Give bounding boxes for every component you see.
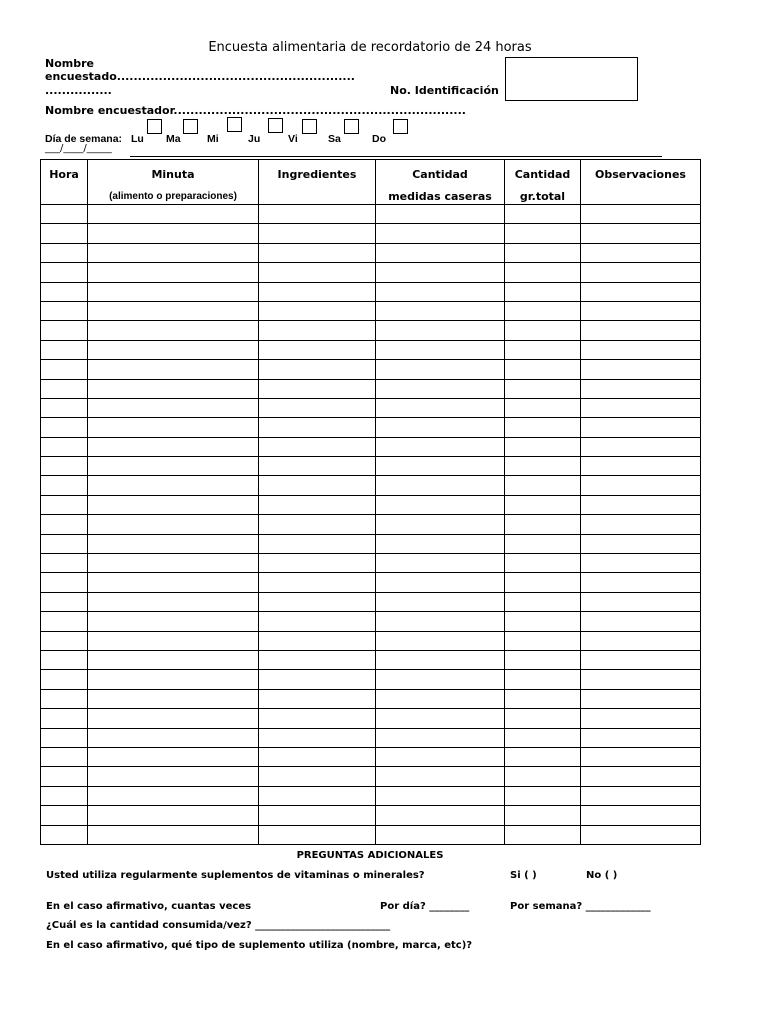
table-cell[interactable] — [88, 631, 259, 650]
question-cuantas-veces: En el caso afirmativo, cuantas veces — [46, 901, 252, 912]
table-cell[interactable] — [259, 398, 376, 417]
table-cell[interactable] — [581, 476, 701, 495]
table-cell[interactable] — [505, 631, 581, 650]
table-cell[interactable] — [88, 767, 259, 786]
table-cell[interactable] — [41, 437, 88, 456]
table-cell[interactable] — [376, 379, 505, 398]
table-cell[interactable] — [41, 340, 88, 359]
table-cell[interactable] — [505, 612, 581, 631]
table-cell[interactable] — [505, 282, 581, 301]
table-cell[interactable] — [259, 515, 376, 534]
table-cell[interactable] — [505, 263, 581, 282]
table-cell[interactable] — [376, 592, 505, 611]
table-row — [41, 728, 701, 747]
table-cell[interactable] — [505, 786, 581, 805]
table-cell[interactable] — [41, 612, 88, 631]
table-cell[interactable] — [88, 301, 259, 320]
table-cell[interactable] — [581, 709, 701, 728]
table-cell[interactable] — [88, 573, 259, 592]
table-cell[interactable] — [581, 689, 701, 708]
table-cell[interactable] — [41, 205, 88, 224]
table-row — [41, 670, 701, 689]
table-cell[interactable] — [259, 534, 376, 553]
table-cell[interactable] — [581, 592, 701, 611]
table-cell[interactable] — [581, 825, 701, 844]
table-cell[interactable] — [581, 360, 701, 379]
table-row — [41, 689, 701, 708]
table-cell[interactable] — [505, 767, 581, 786]
table-cell[interactable] — [259, 301, 376, 320]
table-cell[interactable] — [41, 728, 88, 747]
table-cell[interactable] — [376, 534, 505, 553]
table-cell[interactable] — [88, 457, 259, 476]
table-cell[interactable] — [88, 224, 259, 243]
day-sa-checkbox[interactable] — [344, 119, 359, 134]
table-cell[interactable] — [88, 205, 259, 224]
table-row — [41, 243, 701, 262]
header-divider — [130, 156, 662, 157]
day-ma-checkbox[interactable] — [183, 119, 198, 134]
table-cell[interactable] — [41, 747, 88, 766]
table-cell[interactable] — [41, 554, 88, 573]
question-suplementos: Usted utiliza regularmente suplementos de vitaminas o minerales? — [46, 870, 425, 881]
table-cell[interactable] — [41, 224, 88, 243]
table-cell[interactable] — [376, 321, 505, 340]
table-cell[interactable] — [376, 495, 505, 514]
table-cell[interactable] — [505, 301, 581, 320]
table-cell[interactable] — [259, 689, 376, 708]
answer-si[interactable]: Si ( ) — [510, 870, 537, 881]
table-cell[interactable] — [259, 670, 376, 689]
table-cell[interactable] — [259, 360, 376, 379]
table-cell[interactable] — [376, 437, 505, 456]
table-cell[interactable] — [41, 806, 88, 825]
table-cell[interactable] — [41, 263, 88, 282]
dia-semana-label: Día de semana: — [45, 133, 123, 145]
table-cell[interactable] — [88, 243, 259, 262]
table-row — [41, 301, 701, 320]
table-cell[interactable] — [581, 728, 701, 747]
table-cell[interactable] — [581, 806, 701, 825]
table-row — [41, 282, 701, 301]
table-cell[interactable] — [88, 418, 259, 437]
table-cell[interactable] — [41, 534, 88, 553]
table-row — [41, 631, 701, 650]
table-cell[interactable] — [41, 767, 88, 786]
nombre-encuestado-dots: ................ — [45, 84, 112, 97]
table-cell[interactable] — [41, 457, 88, 476]
table-cell[interactable] — [505, 437, 581, 456]
table-cell[interactable] — [376, 515, 505, 534]
table-row — [41, 360, 701, 379]
table-row — [41, 534, 701, 553]
table-cell[interactable] — [41, 243, 88, 262]
table-row — [41, 825, 701, 844]
table-cell[interactable] — [505, 728, 581, 747]
column-header-hora: Hora — [41, 160, 88, 205]
table-row — [41, 437, 701, 456]
table-cell[interactable] — [581, 670, 701, 689]
table-cell[interactable] — [505, 689, 581, 708]
table-cell[interactable] — [581, 418, 701, 437]
column-header-minuta: Minuta (alimento o preparaciones) — [88, 160, 259, 205]
table-cell[interactable] — [88, 747, 259, 766]
table-cell[interactable] — [581, 457, 701, 476]
column-header-observaciones: Observaciones — [581, 160, 701, 205]
table-row — [41, 554, 701, 573]
table-cell[interactable] — [259, 282, 376, 301]
table-cell[interactable] — [581, 747, 701, 766]
table-row — [41, 709, 701, 728]
table-cell[interactable] — [376, 573, 505, 592]
table-cell[interactable] — [581, 340, 701, 359]
table-cell[interactable] — [88, 476, 259, 495]
table-cell[interactable] — [259, 709, 376, 728]
table-cell[interactable] — [88, 709, 259, 728]
table-cell[interactable] — [259, 631, 376, 650]
day-sa: Sa — [328, 133, 341, 145]
table-cell[interactable] — [41, 321, 88, 340]
table-cell[interactable] — [505, 340, 581, 359]
table-cell[interactable] — [88, 670, 259, 689]
nombre-encuestador-label: Nombre encuestador...................................................................... — [45, 104, 466, 117]
table-cell[interactable] — [581, 437, 701, 456]
day-mi-checkbox[interactable] — [227, 117, 242, 132]
table-cell[interactable] — [376, 554, 505, 573]
table-cell[interactable] — [581, 263, 701, 282]
table-cell[interactable] — [581, 650, 701, 669]
table-cell[interactable] — [376, 825, 505, 844]
table-row — [41, 476, 701, 495]
table-cell[interactable] — [259, 825, 376, 844]
table-cell[interactable] — [581, 534, 701, 553]
table-cell[interactable] — [41, 592, 88, 611]
table-cell[interactable] — [505, 573, 581, 592]
table-cell[interactable] — [88, 495, 259, 514]
table-cell[interactable] — [581, 495, 701, 514]
table-row — [41, 457, 701, 476]
table-row — [41, 321, 701, 340]
table-cell[interactable] — [505, 534, 581, 553]
table-cell[interactable] — [88, 437, 259, 456]
question-cantidad[interactable]: ¿Cuál es la cantidad consumida/vez? ___________________________ — [46, 920, 391, 931]
table-cell[interactable] — [88, 340, 259, 359]
table-cell[interactable] — [505, 476, 581, 495]
table-cell[interactable] — [505, 515, 581, 534]
day-vi: Vi — [288, 133, 298, 145]
table-cell[interactable] — [581, 573, 701, 592]
table-row — [41, 767, 701, 786]
table-row — [41, 806, 701, 825]
column-header-cantidad-medidas: Cantidad medidas caseras — [376, 160, 505, 205]
table-cell[interactable] — [259, 573, 376, 592]
identificacion-box[interactable] — [505, 57, 638, 101]
table-cell[interactable] — [376, 282, 505, 301]
table-row — [41, 495, 701, 514]
table-cell[interactable] — [376, 398, 505, 417]
table-cell[interactable] — [376, 806, 505, 825]
table-cell[interactable] — [376, 243, 505, 262]
table-cell[interactable] — [581, 612, 701, 631]
table-cell[interactable] — [505, 825, 581, 844]
table-cell[interactable] — [259, 806, 376, 825]
day-vi-checkbox[interactable] — [302, 119, 317, 134]
answer-no[interactable]: No ( ) — [586, 870, 618, 881]
table-cell[interactable] — [259, 767, 376, 786]
table-cell[interactable] — [41, 670, 88, 689]
table-cell[interactable] — [505, 495, 581, 514]
table-cell[interactable] — [88, 379, 259, 398]
table-cell[interactable] — [581, 631, 701, 650]
table-cell[interactable] — [259, 205, 376, 224]
table-cell[interactable] — [41, 418, 88, 437]
table-row — [41, 205, 701, 224]
table-cell[interactable] — [88, 398, 259, 417]
table-cell[interactable] — [505, 418, 581, 437]
table-cell[interactable] — [259, 340, 376, 359]
table-row — [41, 650, 701, 669]
table-cell[interactable] — [259, 554, 376, 573]
table-cell[interactable] — [581, 321, 701, 340]
table-cell[interactable] — [88, 515, 259, 534]
table-cell[interactable] — [505, 554, 581, 573]
table-cell[interactable] — [88, 554, 259, 573]
table-cell[interactable] — [581, 243, 701, 262]
table-row — [41, 515, 701, 534]
table-cell[interactable] — [259, 418, 376, 437]
table-cell[interactable] — [505, 806, 581, 825]
table-body — [41, 205, 701, 845]
day-do-checkbox[interactable] — [393, 119, 408, 134]
table-cell[interactable] — [376, 670, 505, 689]
table-row — [41, 747, 701, 766]
table-row — [41, 418, 701, 437]
table-cell[interactable] — [376, 689, 505, 708]
table-cell[interactable] — [505, 592, 581, 611]
column-header-cantidad-gr: Cantidad gr.total — [505, 160, 581, 205]
table-cell[interactable] — [376, 767, 505, 786]
day-do: Do — [372, 133, 386, 145]
table-cell[interactable] — [88, 825, 259, 844]
table-cell[interactable] — [88, 321, 259, 340]
table-cell[interactable] — [505, 321, 581, 340]
recall-table — [40, 159, 701, 845]
table-cell[interactable] — [41, 360, 88, 379]
table-cell[interactable] — [505, 243, 581, 262]
table-cell[interactable] — [376, 728, 505, 747]
nombre-encuestado-label: Nombre — [45, 57, 94, 70]
table-row — [41, 224, 701, 243]
table-cell[interactable] — [581, 282, 701, 301]
table-cell[interactable] — [505, 457, 581, 476]
table-cell[interactable] — [259, 321, 376, 340]
table-row — [41, 592, 701, 611]
day-mi: Mi — [207, 133, 219, 145]
table-cell[interactable] — [88, 282, 259, 301]
table-cell[interactable] — [505, 379, 581, 398]
table-cell[interactable] — [505, 747, 581, 766]
table-cell[interactable] — [41, 379, 88, 398]
table-cell[interactable] — [259, 476, 376, 495]
table-cell[interactable] — [259, 437, 376, 456]
table-cell[interactable] — [88, 592, 259, 611]
table-cell[interactable] — [259, 728, 376, 747]
table-cell[interactable] — [376, 301, 505, 320]
page-title: Encuesta alimentaria de recordatorio de 24 horas — [208, 40, 532, 55]
table-cell[interactable] — [41, 631, 88, 650]
table-cell[interactable] — [581, 767, 701, 786]
table-cell[interactable] — [41, 301, 88, 320]
table-cell[interactable] — [88, 786, 259, 805]
table-cell[interactable] — [505, 650, 581, 669]
table-cell[interactable] — [376, 476, 505, 495]
table-cell[interactable] — [259, 457, 376, 476]
table-cell[interactable] — [376, 224, 505, 243]
table-cell[interactable] — [376, 786, 505, 805]
table-row — [41, 379, 701, 398]
table-cell[interactable] — [41, 709, 88, 728]
table-cell[interactable] — [41, 786, 88, 805]
table-cell[interactable] — [41, 515, 88, 534]
table-cell[interactable] — [41, 650, 88, 669]
table-cell[interactable] — [41, 282, 88, 301]
table-cell[interactable] — [88, 806, 259, 825]
table-cell[interactable] — [88, 612, 259, 631]
table-cell[interactable] — [376, 709, 505, 728]
field-por-dia[interactable]: Por día? ________ — [380, 901, 470, 912]
field-por-semana[interactable]: Por semana? _____________ — [510, 901, 651, 912]
preguntas-heading: PREGUNTAS ADICIONALES — [296, 850, 444, 861]
day-ju-checkbox[interactable] — [268, 118, 283, 133]
table-cell[interactable] — [376, 205, 505, 224]
table-cell[interactable] — [581, 301, 701, 320]
table-cell[interactable] — [376, 360, 505, 379]
table-cell[interactable] — [259, 243, 376, 262]
table-row — [41, 786, 701, 805]
table-cell[interactable] — [88, 689, 259, 708]
table-cell[interactable] — [505, 398, 581, 417]
table-cell[interactable] — [376, 612, 505, 631]
table-row — [41, 263, 701, 282]
date-line: ___/____/_____ — [45, 143, 112, 154]
table-cell[interactable] — [505, 670, 581, 689]
table-cell[interactable] — [581, 554, 701, 573]
identificacion-label: No. Identificación — [390, 84, 499, 97]
table-cell[interactable] — [41, 825, 88, 844]
question-tipo-suplemento: En el caso afirmativo, qué tipo de suplemento utiliza (nombre, marca, etc)? — [46, 940, 473, 951]
table-cell[interactable] — [41, 573, 88, 592]
table-cell[interactable] — [259, 747, 376, 766]
table-cell[interactable] — [581, 786, 701, 805]
table-cell[interactable] — [259, 592, 376, 611]
table-cell[interactable] — [376, 418, 505, 437]
table-row — [41, 398, 701, 417]
table-cell[interactable] — [41, 689, 88, 708]
table-cell[interactable] — [581, 205, 701, 224]
column-header-ingredientes: Ingredientes — [259, 160, 376, 205]
table-cell[interactable] — [259, 224, 376, 243]
table-cell[interactable] — [41, 476, 88, 495]
day-lu: Lu — [131, 133, 144, 145]
table-cell[interactable] — [88, 728, 259, 747]
table-cell[interactable] — [41, 495, 88, 514]
table-cell[interactable] — [376, 631, 505, 650]
table-cell[interactable] — [376, 747, 505, 766]
table-cell[interactable] — [259, 612, 376, 631]
nombre-encuestado-line: encuestado......................................................... — [45, 70, 355, 83]
day-lu-checkbox[interactable] — [147, 119, 162, 134]
table-cell[interactable] — [505, 709, 581, 728]
table-row — [41, 612, 701, 631]
table-cell[interactable] — [259, 650, 376, 669]
table-cell[interactable] — [259, 495, 376, 514]
day-ma: Ma — [166, 133, 181, 145]
table-cell[interactable] — [88, 534, 259, 553]
table-row — [41, 340, 701, 359]
table-cell[interactable] — [88, 360, 259, 379]
day-ju: Ju — [248, 133, 261, 145]
table-header-row — [41, 160, 701, 205]
table-cell[interactable] — [376, 650, 505, 669]
table-cell[interactable] — [505, 224, 581, 243]
table-cell[interactable] — [581, 515, 701, 534]
table-cell[interactable] — [581, 398, 701, 417]
table-cell[interactable] — [376, 340, 505, 359]
table-cell[interactable] — [376, 457, 505, 476]
table-cell[interactable] — [88, 263, 259, 282]
table-cell[interactable] — [88, 650, 259, 669]
table-cell[interactable] — [581, 224, 701, 243]
table-cell[interactable] — [581, 379, 701, 398]
table-cell[interactable] — [41, 398, 88, 417]
table-cell[interactable] — [505, 360, 581, 379]
table-row — [41, 573, 701, 592]
table-cell[interactable] — [259, 786, 376, 805]
table-cell[interactable] — [376, 263, 505, 282]
table-cell[interactable] — [259, 263, 376, 282]
table-cell[interactable] — [259, 379, 376, 398]
table-cell[interactable] — [505, 205, 581, 224]
